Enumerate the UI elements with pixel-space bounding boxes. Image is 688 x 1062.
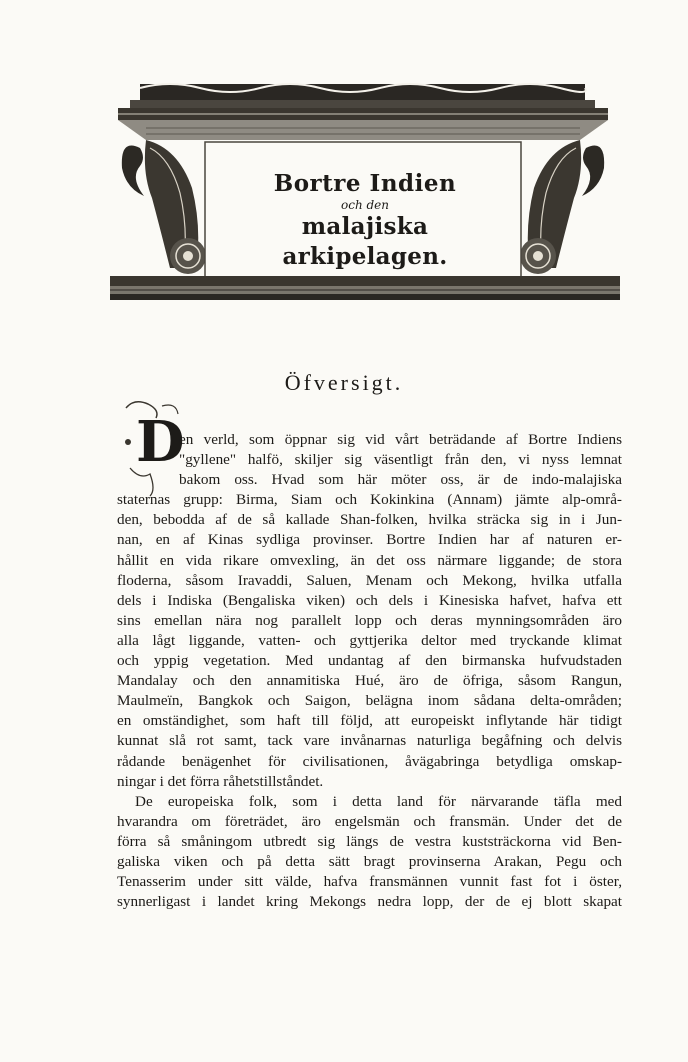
- text-line: bakom oss. Hvad som här möter oss, är de indo-malajiska: [179, 471, 622, 489]
- banner-title-line2: och den: [341, 198, 389, 212]
- ornamental-banner: [110, 78, 620, 310]
- text-line: hållit en vida rikare omvexling, än det oss närmare liggande; de stora: [117, 551, 622, 569]
- text-line: en verld, som öppnar sig vid vårt beträdande af Bortre Indiens: [179, 431, 622, 448]
- text-line: nan, en af Kinas sydliga provinser. Bortre Indien har af naturen er-: [117, 531, 622, 549]
- text-line: den, bebodda af de så kallade Shan-folken, hvilka sträcka sig in i Jun-: [117, 511, 622, 529]
- text-line: De europeiska folk, som i detta land för närvarande täfla med: [135, 792, 622, 810]
- text-line: synnerligast i landet kring Mekongs nedra lopp, der de ej blott skapat: [117, 893, 622, 911]
- text-line: en omständighet, som haft till följd, att europeiskt inflytande här tidigt: [117, 712, 622, 730]
- text-line: dels i Indiska (Bengaliska viken) och dels i Kinesiska hafvet, hafva ett: [117, 591, 622, 609]
- text-line: floderna, såsom Iravaddi, Saluen, Menam och Mekong, hvilka utfalla: [117, 571, 622, 589]
- banner-title-line1: Bortre Indien: [273, 170, 457, 197]
- text-line: "gyllene" halfö, skiljer sig väsentligt från den, vi nyss lemnat: [179, 451, 622, 469]
- body-text: [117, 430, 622, 912]
- dropcap-letter: D: [136, 409, 185, 475]
- text-line: staternas grupp: Birma, Siam och Kokinkina (Annam) jämte alp-områ-: [117, 491, 622, 509]
- text-line: Maulmeïn, Bangkok och Saigon, belägna inom sådana delta-områden;: [117, 692, 622, 710]
- banner-title-line3: malajiska arkipelagen.: [282, 213, 448, 270]
- text-line: förra så småningom utbredt sig längs de vestra kuststräckorna vid Ben-: [117, 832, 622, 850]
- section-title: Öfversigt.: [284, 370, 404, 395]
- text-line: galiska viken och på detta sätt bragt provinserna Arakan, Pegu och: [117, 852, 622, 870]
- text-line: kunnat slå rot samt, tack vare invånarnas naturliga begåfning och delvis: [117, 732, 622, 750]
- paragraph-2: [117, 792, 622, 913]
- text-line: rådande benägenhet för civilisationen, åvägabringa betydliga omskap-: [117, 752, 622, 770]
- text-line: sins emellan nära nog parallelt lopp och deras mynningsområden äro: [117, 611, 622, 629]
- text-line: alla lågt liggande, vatten- och gyttjerika deltor med tryckande klimat: [117, 631, 622, 649]
- text-line: hvarandra om företrädet, äro engelsmän och fransmän. Under det de: [117, 812, 622, 830]
- text-line: Tenasserim under sitt välde, hafva fransmännen vunnit fast fot i öster,: [117, 873, 622, 891]
- paragraph-1: [117, 430, 622, 792]
- text-line: och yppig vegetation. Med undantag af den birmanska hufvudstaden: [117, 652, 622, 670]
- banner-title-block: [250, 156, 480, 272]
- text-line: ningar i det förra råhetstillståndet.: [117, 772, 324, 790]
- text-line: Mandalay och den annamitiska Hué, äro de öfriga, såsom Rangun,: [117, 672, 622, 690]
